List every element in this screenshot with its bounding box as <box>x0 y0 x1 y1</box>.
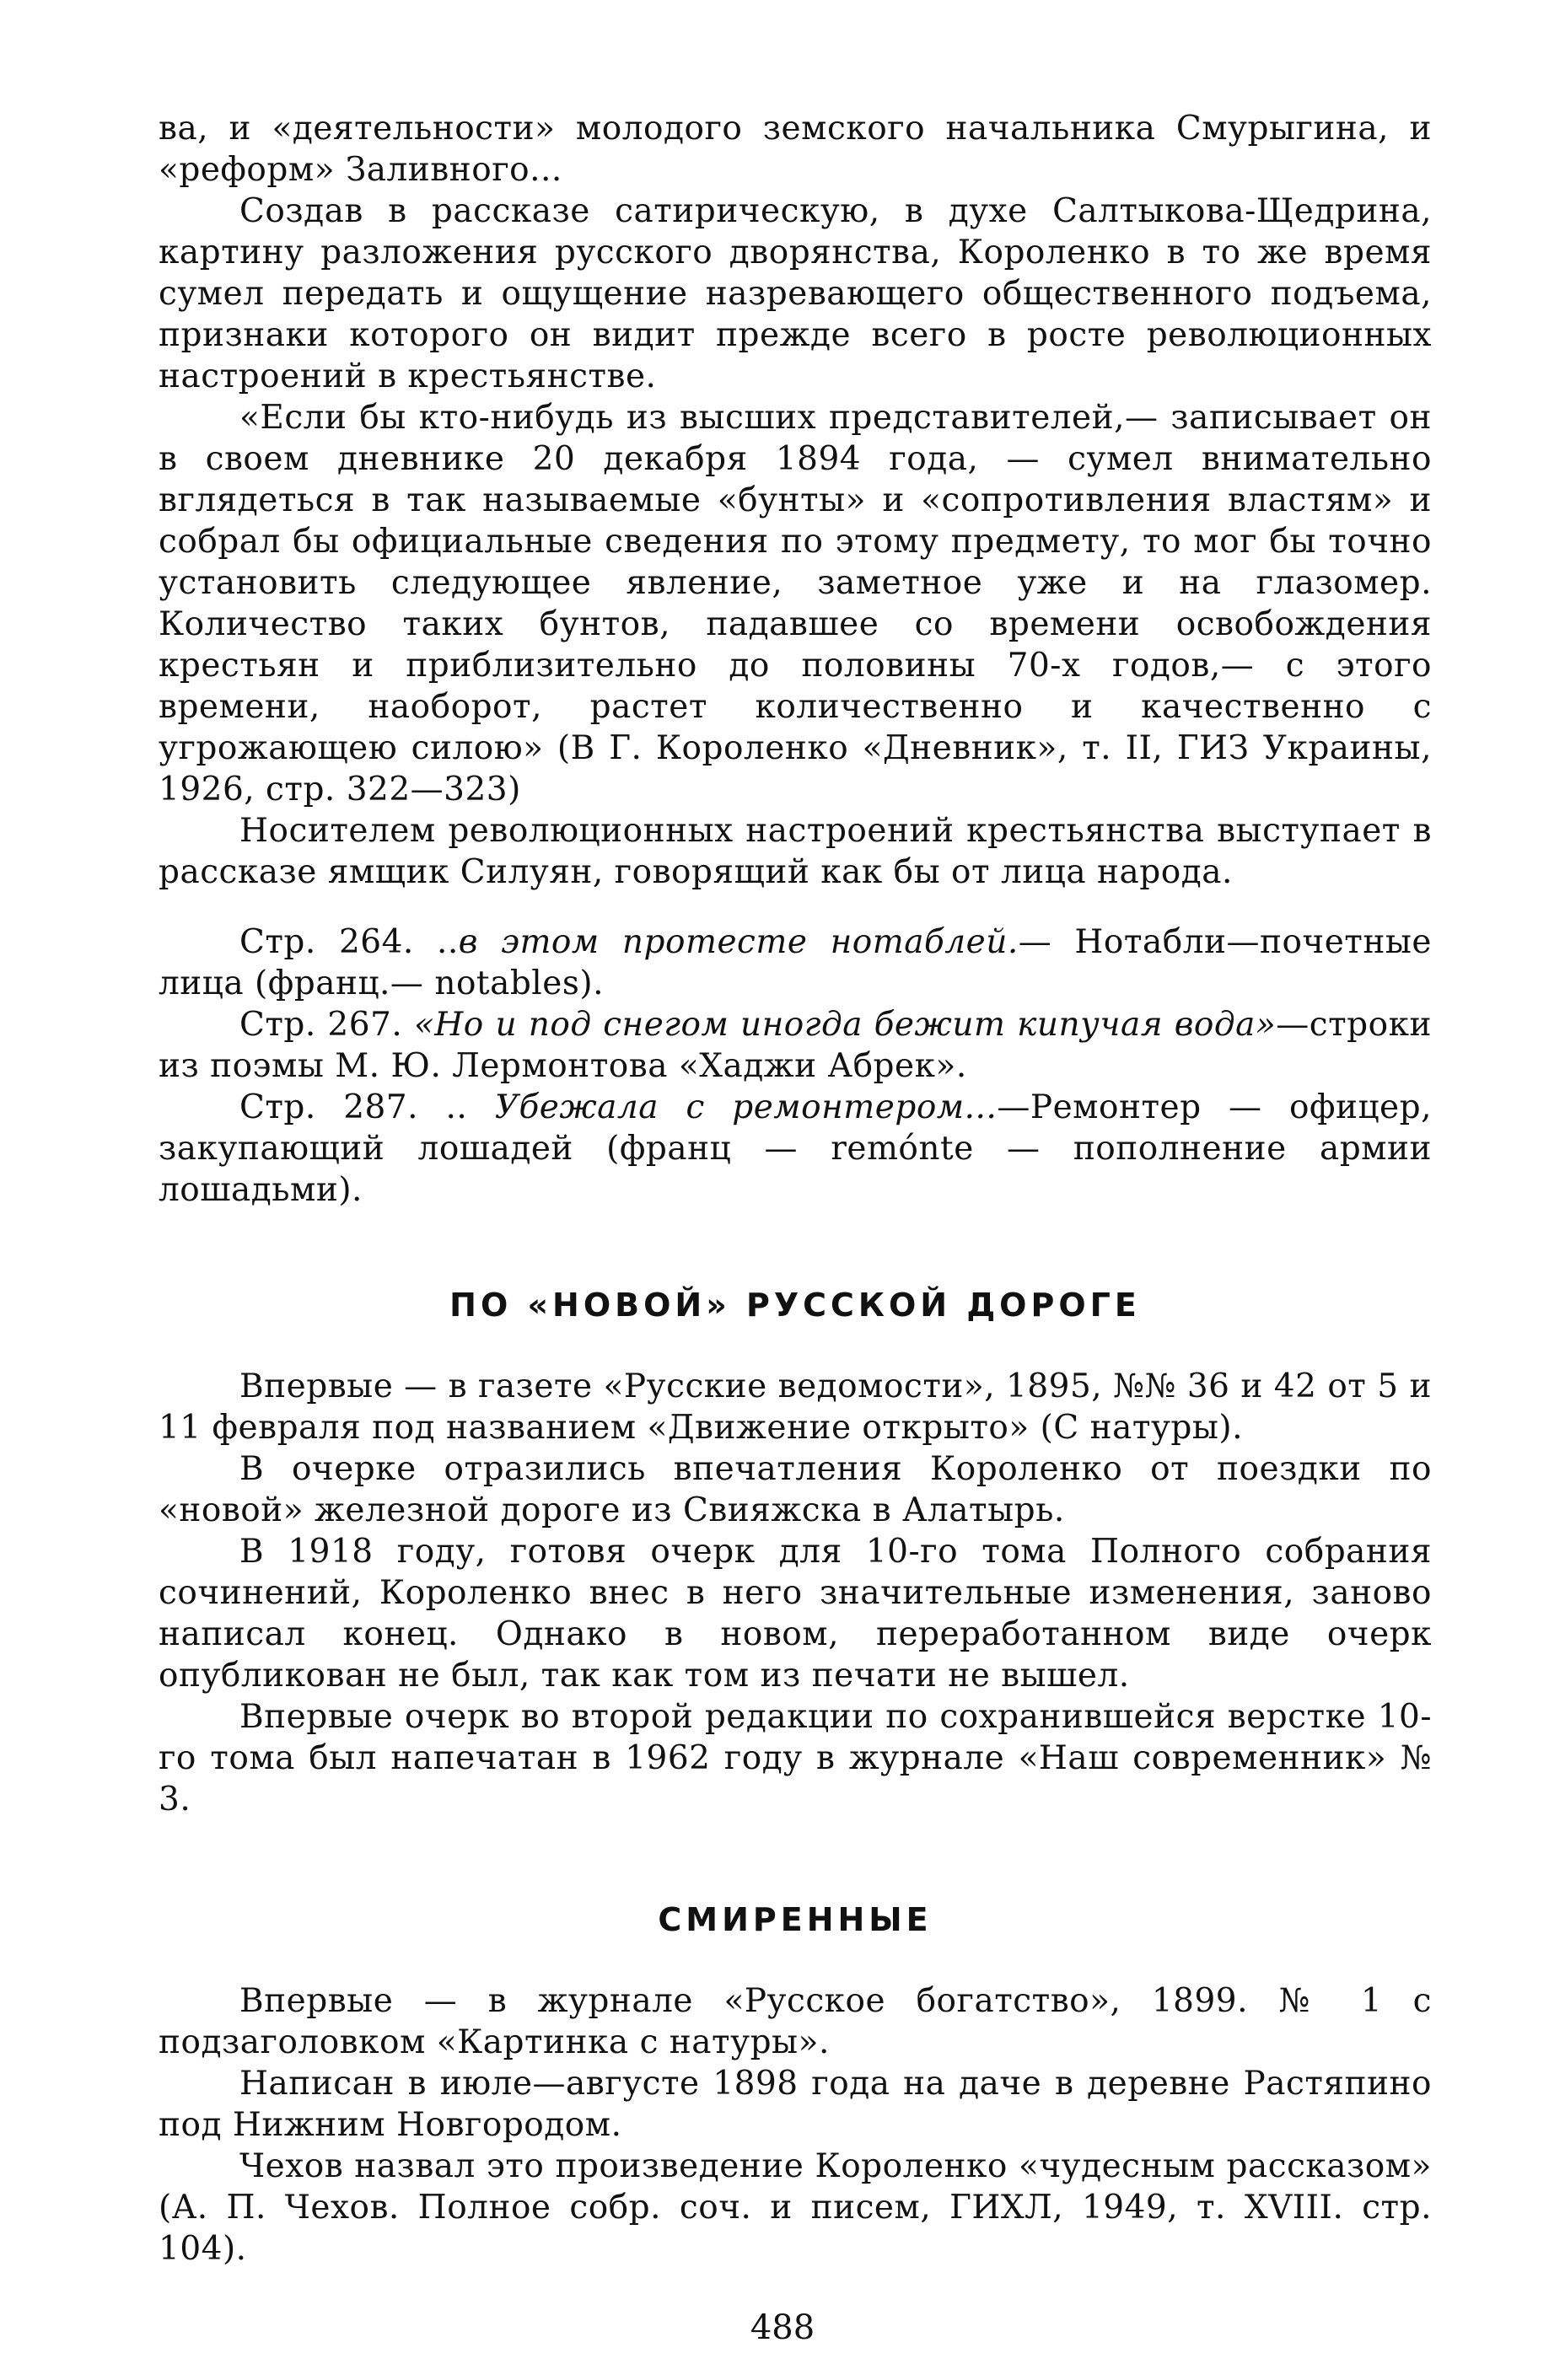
paragraph: В очерке отразились впечатления Короленко от поездки по «новой» железной дороге из Свияжска в Алатырь. <box>159 1450 1432 1529</box>
paragraph: В 1918 году, готовя очерк для 10-го тома Полного собрания сочинений, Короленко внес в него значительные изменения, заново написал конец. Однако в новом, переработанном виде очерк опубликован не был, так как том из печати не вышел. <box>159 1533 1432 1695</box>
paragraph-quote: «Если бы кто-нибудь из высших представителей,— записывает он в своем дневнике 20 декабря 1894 года, — сумел внимательно вглядеться в так называемые «бунты» и «сопротивления властям» и собрал бы официальные сведения по этому предмету, то мог бы точно установить следующее явление, заметное уже и на глазомер. Количество таких бунтов, падавшее со времени освобождения крестьян и приблизительно до половины 70-х годов,— с этого времени, наоборот, растет количественно и качественно с угрожающею силою» (В Г. Короленко «Дневник», т. II, ГИЗ Украины, 1926, стр. 322—323) <box>159 399 1432 809</box>
note-page-ref: Стр. 264. .. <box>239 923 459 961</box>
page-body <box>159 108 1432 2270</box>
note-item <box>159 1004 1432 1087</box>
notes-block <box>159 921 1432 1211</box>
paragraph: Впервые очерк во второй редакции по сохранившейся верстке 10-го тома был напечатан в 1962 году в журнале «Наш современник» № 3. <box>159 1698 1432 1819</box>
paragraph: Создав в рассказе сатирическую, в духе Салтыкова-Щедрина, картину разложения русского дворянства, Короленко в то же время сумел передать и ощущение назревающего общественного подъема, признаки которого он видит прежде всего в росте революционных настроений в крестьянстве. <box>159 192 1432 395</box>
paragraph: Написан в июле—августе 1898 года на даче в деревне Растяпино под Нижним Новгородом. <box>159 2065 1432 2144</box>
paragraph: Впервые — в журнале «Русское богатство», 1899. № 1 с подзаголовком «Картинка с натуры». <box>159 1982 1432 2061</box>
note-item <box>159 921 1432 1004</box>
paragraph: Впервые — в газете «Русские ведомости», 1895, №№ 36 и 42 от 5 и 11 февраля под названием «Движение открыто» (С натуры). <box>159 1367 1432 1447</box>
note-quote: в этом протесте нотаблей. <box>458 923 1019 961</box>
paragraph: Чехов назвал это произведение Короленко «чудесным рассказом» (А. П. Чехов. Полное собр. соч. и писем, ГИХЛ, 1949, т. XVIII. стр. 104). <box>159 2147 1432 2268</box>
note-item <box>159 1087 1432 1211</box>
paragraph: Носителем революционных настроений крестьянства выступает в рассказе ямщик Силуян, говорящий как бы от лица народа. <box>159 812 1432 891</box>
paragraph-continuation: ва, и «деятельности» молодого земского начальника Смурыгина, и «реформ» Заливного... <box>159 110 1432 189</box>
note-text: —строки из поэмы М. Ю. Лермонтова «Хаджи Абрек». <box>159 1006 1432 1085</box>
section-heading: ПО «НОВОЙ» РУССКОЙ ДОРОГЕ <box>449 1287 1141 1324</box>
page-number: 488 <box>750 2308 815 2347</box>
note-page-ref: Стр. 267. <box>239 1006 414 1044</box>
section-heading: СМИРЕННЫЕ <box>658 1901 933 1938</box>
note-text: — Нотабли—почетные лица (франц.— notables). <box>159 923 1432 1002</box>
note-text: —Ремонтер — офицер, закупающий лошадей (франц — remónte — пополнение армии лошадьми). <box>159 1088 1432 1209</box>
note-page-ref: Стр. 287. .. <box>239 1088 495 1126</box>
note-quote: Убежала с ремонтером... <box>494 1088 998 1126</box>
note-quote: «Но и под снегом иногда бежит кипучая вода» <box>413 1006 1277 1044</box>
